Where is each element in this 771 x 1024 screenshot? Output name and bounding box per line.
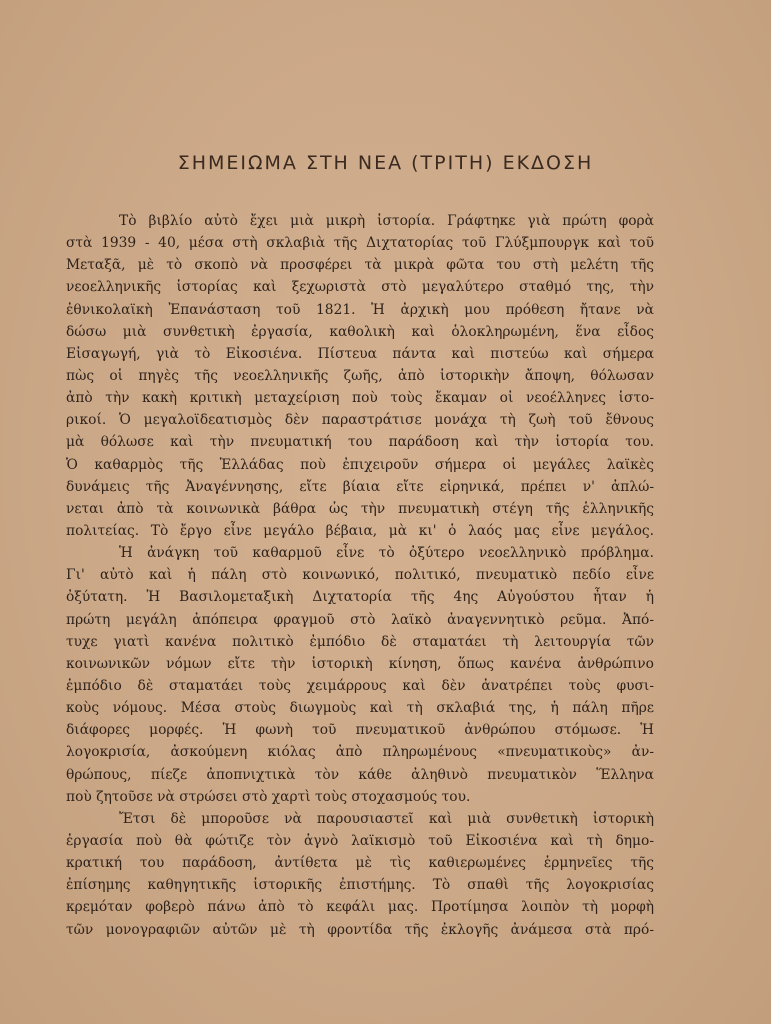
text-line: κοινωνικῶν νόμων εἴτε τὴν ἱστορικὴ κίνηση, ὅπως κανένα ἀνθρώπινο [66, 655, 654, 672]
text-line: Εἰσαγωγή, γιὰ τὸ Εἰκοσιένα. Πίστευα πάντα καὶ πιστεύω καὶ σήμερα [66, 345, 654, 362]
body-text [66, 210, 654, 941]
text-line: κρεμόταν φοβερὸ πάνω ἀπὸ τὸ κεφάλι μας. Προτίμησα λοιπὸν τὴ μορφὴ [66, 899, 654, 916]
text-line: νεται ἀπὸ τὰ κοινωνικὰ βάθρα ὡς τὴν πνευματικὴ στέγη τῆς ἑλληνικῆς [66, 500, 654, 517]
text-line: διάφορες μορφές. Ἡ φωνὴ τοῦ πνευματικοῦ ἀνθρώπου στόμωσε. Ἡ [66, 722, 654, 739]
text-line: δυνάμεις τῆς Ἀναγέννησης, εἴτε βίαια εἴτε εἰρηνικά, πρέπει ν' ἁπλώ- [66, 478, 654, 495]
text-line: τυχε γιατὶ κανένα πολιτικὸ ἐμπόδιο δὲ σταματάει τὴ λειτουργία τῶν [66, 633, 654, 650]
text-line: πὼς οἱ πηγὲς τῆς νεοελληνικῆς ζωῆς, ἀπὸ ἱστορικὴν ἄποψη, θόλωσαν [66, 367, 654, 384]
text-line: θρώπους, πίεζε ἀποπνιχτικὰ τὸν κάθε ἀληθινὸ πνευματικὸν Ἕλληνα [66, 766, 654, 783]
text-line: ἀπὸ τὴν κακὴ κριτικὴ μεταχείριση ποὺ τοὺς ἔκαμαν οἱ νεοέλληνες ἱστο- [66, 390, 654, 407]
text-line: κρατική του παράδοση, ἀντίθετα μὲ τὶς καθιερωμένες ἑρμηνεῖες τῆς [66, 855, 654, 872]
text-line: λογοκρισία, ἀσκούμενη κιόλας ἀπὸ πληρωμένους «πνευματικοὺς» ἀν- [66, 744, 654, 761]
text-line: Μεταξᾶ, μὲ τὸ σκοπὸ νὰ προσφέρει τὰ μικρὰ φῶτα του στὴ μελέτη τῆς [66, 257, 654, 274]
text-line: τῶν μονογραφιῶν αὐτῶν μὲ τὴ φροντίδα τῆς ἐκλογῆς ἀνάμεσα στὰ πρό- [66, 921, 654, 938]
text-line: ἐθνικολαϊκὴ Ἐπανάσταση τοῦ 1821. Ἡ ἀρχικὴ μου πρόθεση ἤτανε νὰ [66, 301, 654, 318]
text-line: κοὺς νόμους. Μέσα στοὺς διωγμοὺς καὶ τὴ σκλαβιά της, ἡ πάλη πῆρε [66, 700, 654, 717]
text-line: ποὺ ζητοῦσε νὰ στρώσει στὸ χαρτὶ τοὺς στοχασμούς του. [66, 788, 471, 805]
text-line: πρώτη μεγάλη ἀπόπειρα φραγμοῦ στὸ λαϊκὸ ἀναγεννητικὸ ρεῦμα. Ἀπό- [66, 611, 654, 628]
text-line: ἐργασία ποὺ θὰ φώτιζε τὸν ἁγνὸ λαϊκισμὸ τοῦ Εἰκοσιένα καὶ τὴ δημο- [66, 832, 654, 849]
text-line: Ἔτσι δὲ μποροῦσε νὰ παρουσιαστεῖ καὶ μιὰ συνθετικὴ ἱστορικὴ [119, 810, 654, 827]
text-line: Ἡ ἀνάγκη τοῦ καθαρμοῦ εἶνε τὸ ὀξύτερο νεοελληνικὸ πρόβλημα. [119, 545, 654, 562]
text-line: Τὸ βιβλίο αὐτὸ ἔχει μιὰ μικρὴ ἱστορία. Γράφτηκε γιὰ πρώτη φορὰ [119, 213, 654, 229]
page-title: ΣΗΜΕΙΩΜΑ ΣΤΗ ΝΕΑ (ΤΡΙΤΗ) ΕΚΔΟΣΗ [177, 152, 594, 174]
text-line: ρικοί. Ὁ μεγαλοϊδεατισμὸς δὲν παραστράτισε μονάχα τὴ ζωὴ τοῦ ἔθνους [66, 412, 654, 429]
text-line: ἐπίσημης καθηγητικῆς ἱστορικῆς ἐπιστήμης. Τὸ σπαθὶ τῆς λογοκρισίας [66, 877, 654, 894]
text-line: νεοελληνικῆς ἱστορίας καὶ ξεχωριστὰ στὸ μεγαλύτερο σταθμό της, τὴν [66, 279, 654, 296]
text-line: μὰ θόλωσε καὶ τὴν πνευματική του παράδοση καὶ τὴν ἱστορία του. [66, 434, 654, 451]
text-line: Γι' αὐτὸ καὶ ἡ πάλη στὸ κοινωνικό, πολιτικό, πνευματικὸ πεδίο εἶνε [66, 567, 654, 584]
text-line: Ὁ καθαρμὸς τῆς Ἑλλάδας ποὺ ἐπιχειροῦν σήμερα οἱ μεγάλες λαϊκὲς [66, 456, 654, 473]
text-line: δώσω μιὰ συνθετικὴ ἐργασία, καθολικὴ καὶ ὁλοκληρωμένη, ἕνα εἶδος [66, 323, 654, 340]
text-line: ὀξύτατη. Ἡ Βασιλομεταξικὴ Διχτατορία τῆς 4ης Αὐγούστου ἦταν ἡ [66, 589, 654, 606]
text-line: στὰ 1939 - 40, μέσα στὴ σκλαβιὰ τῆς Διχτατορίας τοῦ Γλύξμπουργκ καὶ τοῦ [66, 235, 654, 252]
text-line: ἐμπόδιο δὲ σταματάει τοὺς χειμάρρους καὶ δὲν ἀνατρέπει τοὺς φυσι- [66, 677, 654, 694]
text-line: πολιτείας. Τὸ ἔργο εἶνε μεγάλο βέβαια, μὰ κι' ὁ λαός μας εἶνε μεγάλος. [66, 522, 654, 539]
